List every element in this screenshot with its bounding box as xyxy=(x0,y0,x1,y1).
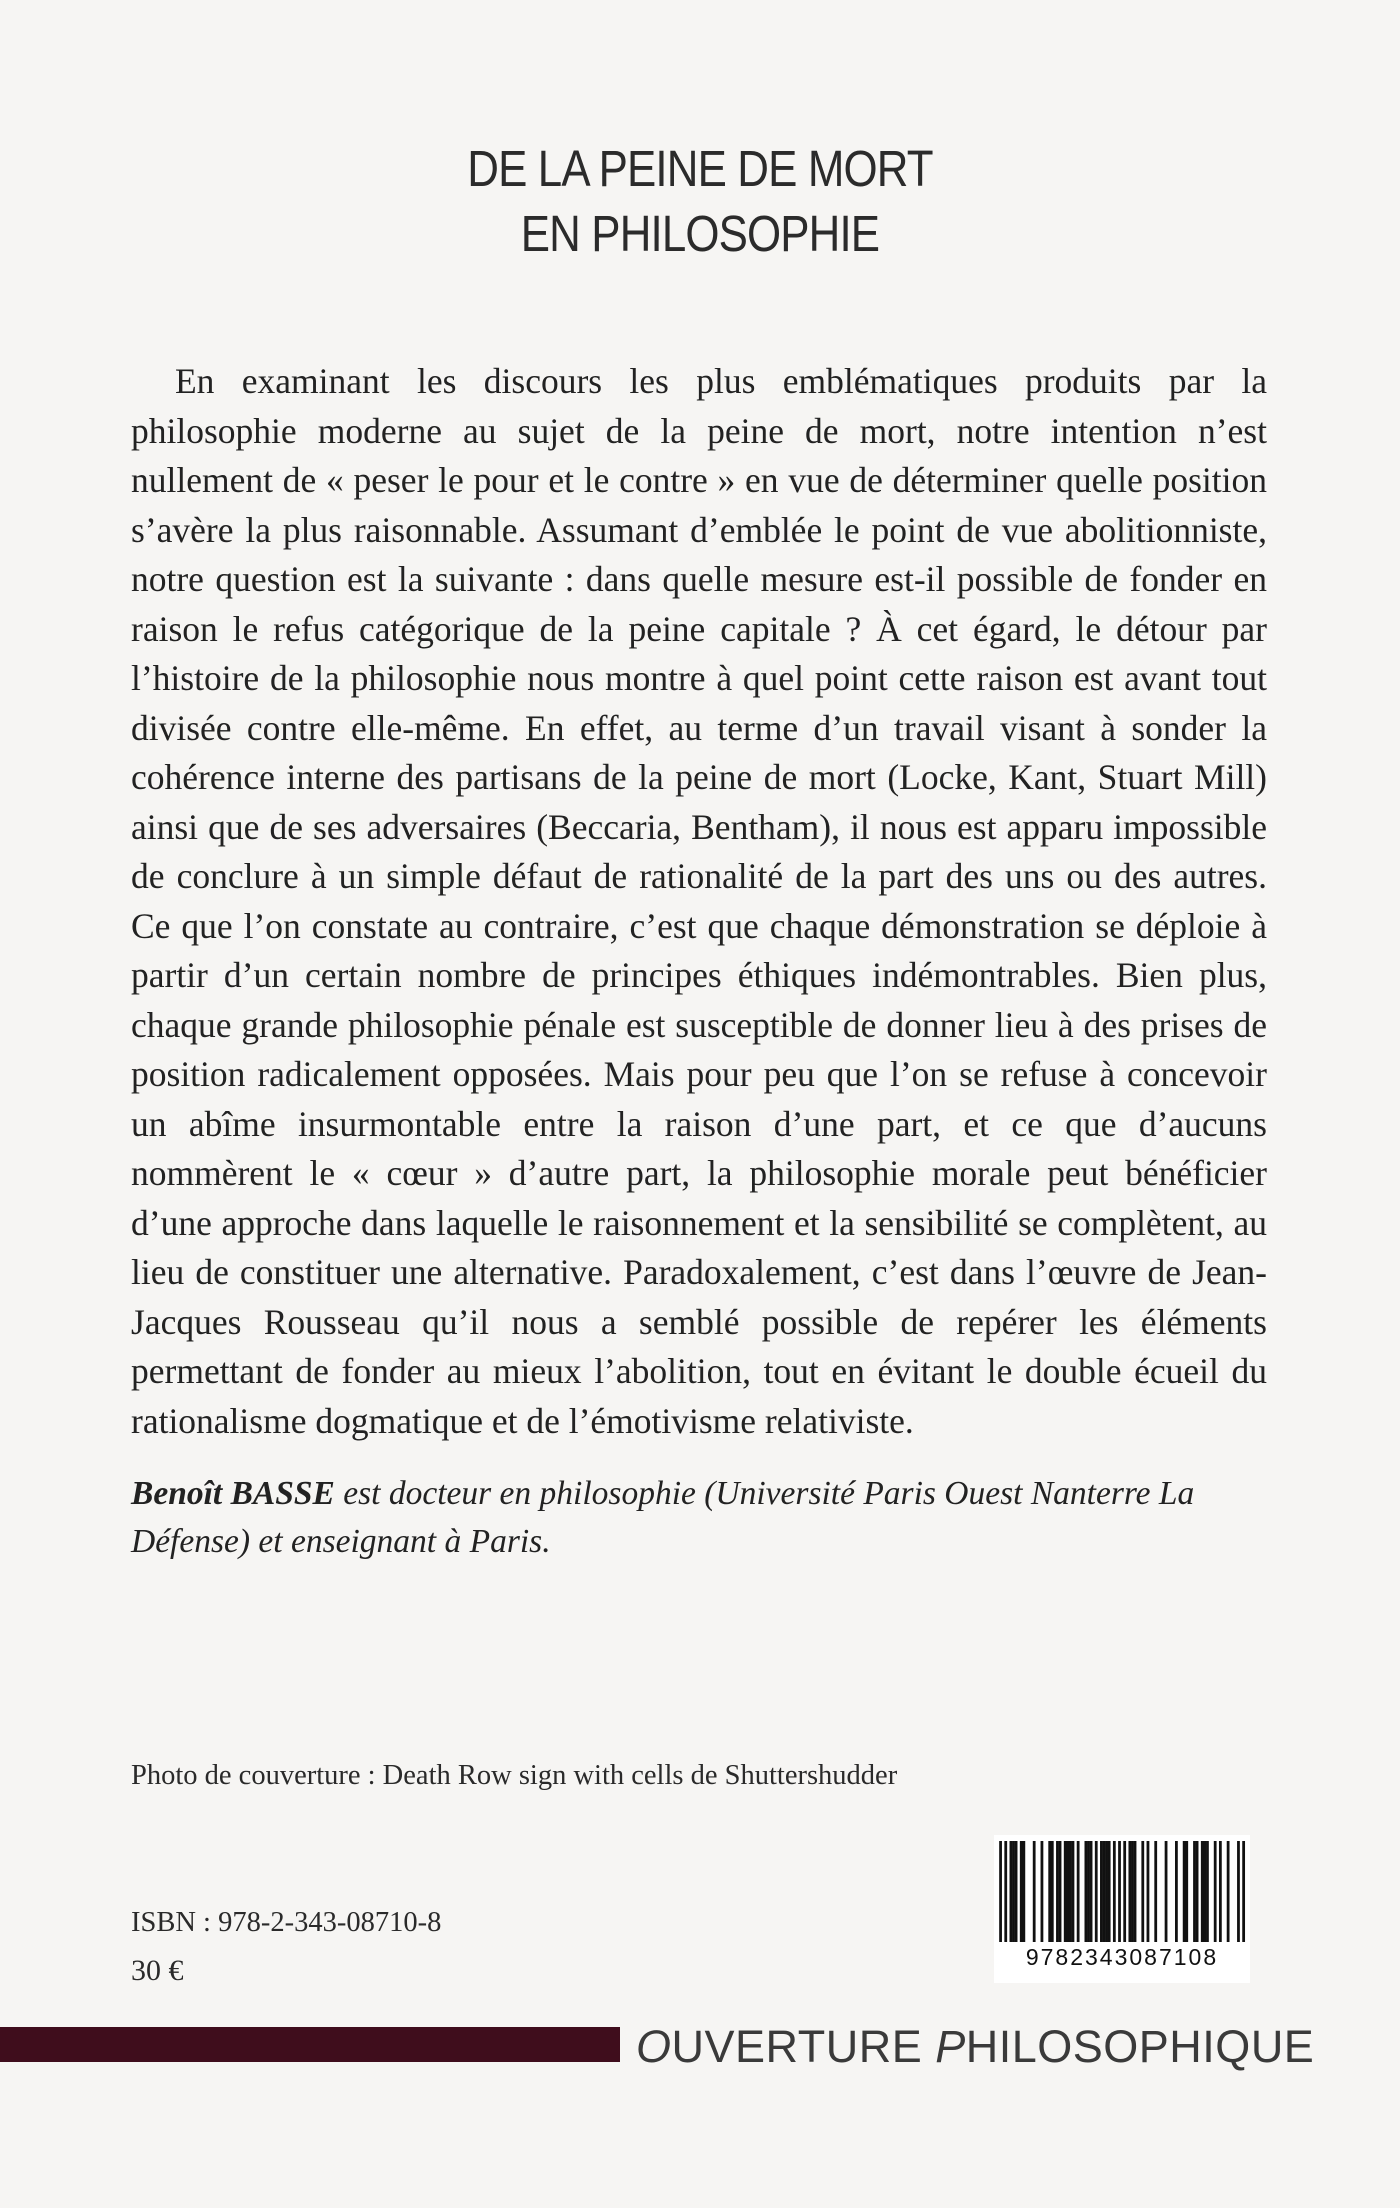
barcode-bar xyxy=(1134,1841,1137,1945)
photo-credit: Photo de couverture : Death Row sign with cells de Shuttershudder xyxy=(131,1760,898,1791)
series-name xyxy=(636,2022,1314,2072)
barcode-bar xyxy=(1072,1841,1075,1945)
barcode-bar xyxy=(1095,1841,1098,1945)
series-initial-o: O xyxy=(636,2021,672,2072)
barcode-bar xyxy=(1193,1841,1196,1945)
barcode-bar xyxy=(1237,1841,1240,1945)
barcode-bar xyxy=(1059,1841,1062,1945)
barcode-bar xyxy=(1214,1841,1217,1945)
author-bio xyxy=(131,1470,1291,1566)
barcode-bar xyxy=(1066,1841,1069,1945)
barcode-bar xyxy=(1147,1841,1150,1945)
barcode-bar xyxy=(1196,1841,1199,1945)
barcode-bar xyxy=(1051,1841,1054,1945)
barcode-bar xyxy=(999,1841,1002,1945)
barcode-bar xyxy=(1154,1841,1157,1945)
book-title-line-2: EN PHILOSOPHIE xyxy=(520,205,880,262)
barcode-bar xyxy=(1015,1841,1018,1945)
series-word-2: HILOSOPHIQUE xyxy=(965,2021,1315,2072)
barcode-bar xyxy=(1077,1841,1080,1945)
back-cover-summary: En examinant les discours les plus emblématiques produits par la philosophie moderne au sujet de la peine de mort, notre intention n’est nullement de « peser le pour et le contre » en vue de déterminer quelle position s’avère la plus raisonnable. Assumant d’emblée le point de vue abolitionniste, notre question est la suivante : dans quelle mesure est-il possible de fonder en raison le refus catégorique de la peine capitale ? À cet égard, le détour par l’histoire de la philosophie nous montre à quel point cette raison est avant tout divisée contre elle-même. En effet, au terme d’un travail visant à sonder la cohérence interne des partisans de la peine de mort (Locke, Kant, Stuart Mill) ainsi que de ses adversaires (Beccaria, Bentham), il nous est apparu impossible de conclure à un simple défaut de rationalité de la part des uns ou des autres. Ce que l’on constate au contraire, c’est que chaque démonstration se déploie à partir d’un certain nombre de principes éthiques indémontrables. Bien plus, chaque grande philosophie pénale est susceptible de donner lieu à des prises de position radicalement opposées. Mais pour peu que l’on se refuse à concevoir un abîme insurmontable entre la raison d’une part, et ce que d’aucuns nommèrent le « cœur » d’autre part, la philosophie morale peut bénéficier d’une approche dans laquelle le raisonnement et la sensibilité se complètent, au lieu de constituer une alternative. Paradoxalement, c’est dans l’œuvre de Jean-Jacques Rousseau qu’il nous a semblé possible de repérer les éléments permettant de fonder au mieux l’abolition, tout en évitant le double écueil du rationalisme dogmatique et de l’émotivisme relativiste. xyxy=(131,361,1267,1441)
barcode-bar xyxy=(1100,1841,1103,1945)
barcode-bar xyxy=(1087,1841,1090,1945)
barcode-bar xyxy=(1219,1841,1222,1945)
barcode-bar xyxy=(1131,1841,1134,1945)
barcode-bar xyxy=(1128,1841,1131,1945)
barcode-bar xyxy=(1064,1841,1067,1945)
barcode-bar xyxy=(1118,1841,1121,1945)
barcode-bar xyxy=(1242,1841,1245,1945)
barcode-bar xyxy=(1033,1841,1036,1945)
barcode-bar xyxy=(1175,1841,1178,1945)
barcode-bar xyxy=(1085,1841,1088,1945)
barcode-bar xyxy=(1056,1841,1059,1945)
series-color-bar xyxy=(0,2027,620,2062)
series-initial-p: P xyxy=(935,2021,966,2072)
barcode-bar xyxy=(1113,1841,1116,1945)
barcode-bar xyxy=(1041,1841,1044,1945)
barcode-bar xyxy=(1123,1841,1126,1945)
barcode-bar xyxy=(1203,1841,1206,1945)
barcode-bar xyxy=(1048,1841,1051,1945)
barcode-bar xyxy=(1108,1841,1111,1945)
barcode-bar xyxy=(1183,1841,1186,1945)
barcode-bars xyxy=(994,1835,1250,1945)
barcode-bar xyxy=(1141,1841,1144,1945)
author-bio-text: est docteur en philosophie (Université Paris Ouest Nanterre La Défense) et enseignant à Paris. xyxy=(131,1475,1195,1560)
barcode-bar xyxy=(1201,1841,1204,1945)
barcode-bar xyxy=(1004,1841,1007,1945)
barcode-bar xyxy=(1012,1841,1015,1945)
price: 30 € xyxy=(131,1954,184,1987)
barcode-bar xyxy=(1090,1841,1093,1945)
barcode-bar xyxy=(1165,1841,1168,1945)
barcode-bar xyxy=(1020,1841,1023,1945)
barcode-bar xyxy=(1105,1841,1108,1945)
barcode-bar xyxy=(1185,1841,1188,1945)
author-name: Benoît BASSE xyxy=(131,1475,335,1512)
barcode-bar xyxy=(1206,1841,1209,1945)
barcode-bar xyxy=(1227,1841,1230,1945)
barcode-bar xyxy=(1022,1841,1025,1945)
barcode-bar xyxy=(1010,1841,1013,1945)
barcode-bar xyxy=(1103,1841,1106,1945)
isbn: ISBN : 978-2-343-08710-8 xyxy=(131,1907,442,1938)
barcode-bar xyxy=(1069,1841,1072,1945)
book-title-line-1: DE LA PEINE DE MORT xyxy=(467,140,933,197)
barcode-number: 9782343087108 xyxy=(994,1942,1250,1972)
series-word-1: UVERTURE xyxy=(671,2021,936,2072)
book-title xyxy=(98,136,1302,266)
